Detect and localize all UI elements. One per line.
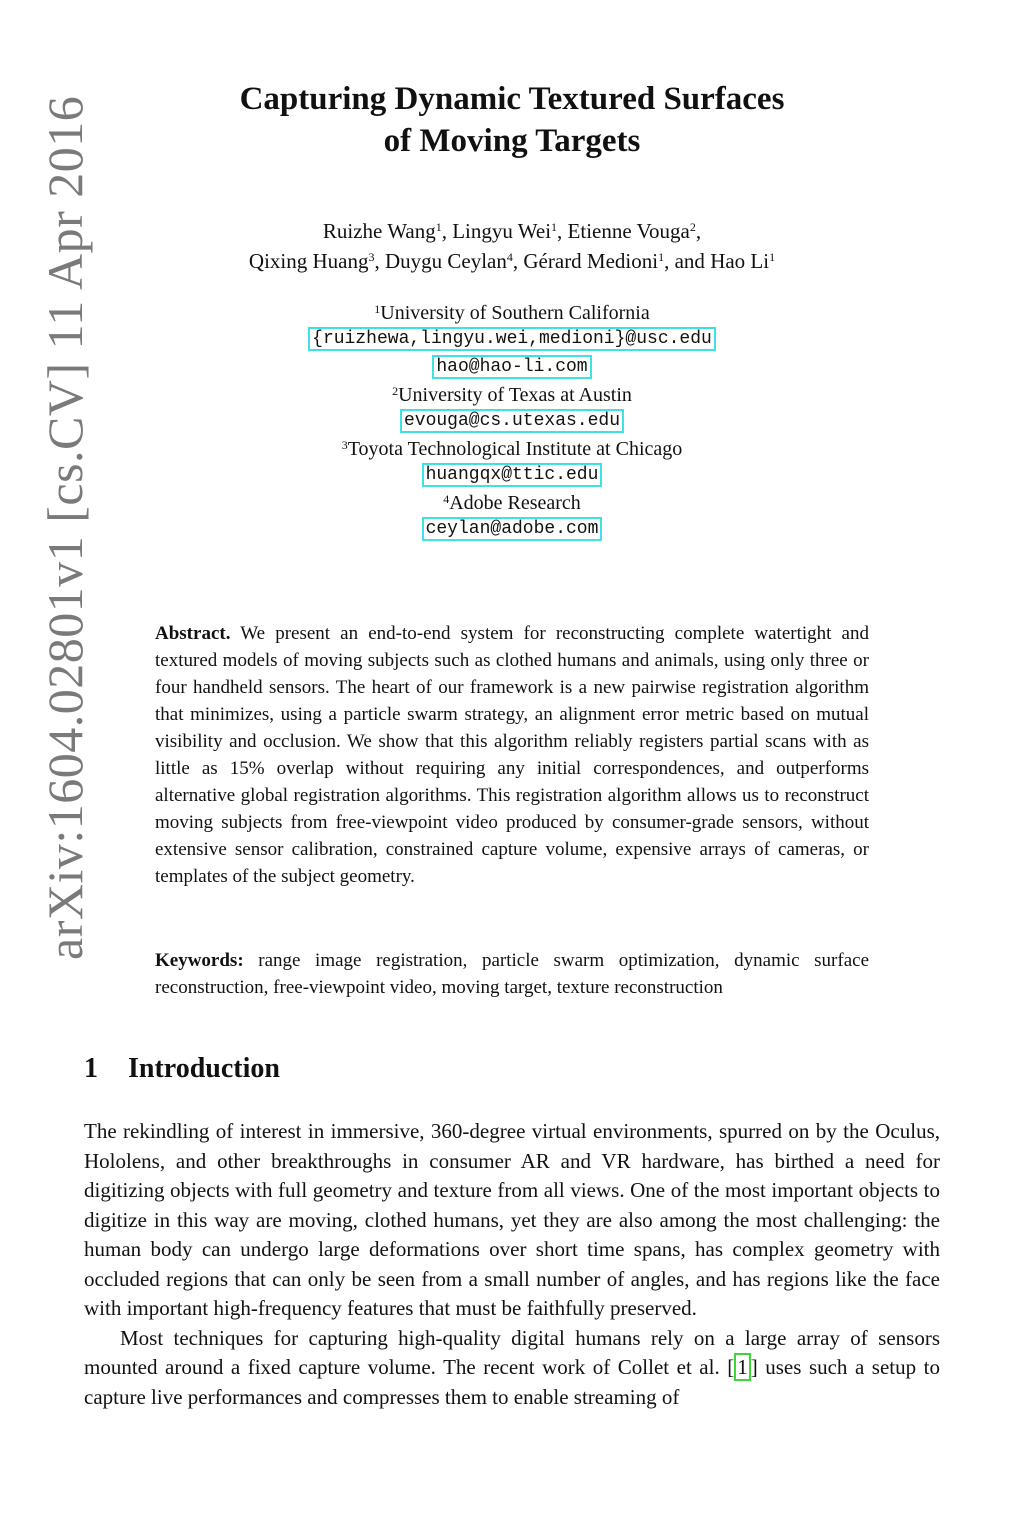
affiliations: [100, 300, 924, 544]
author-sup: 1: [769, 250, 776, 264]
section-heading: [84, 1053, 280, 1085]
author-sup: 1: [435, 220, 442, 234]
title-line-2: of Moving Targets: [383, 123, 641, 159]
affiliation-sup: 2: [392, 384, 399, 398]
abstract-label: Abstract.: [155, 623, 231, 644]
paper-title: [100, 78, 924, 162]
paragraph-text: Most techniques for capturing high-quality digital humans rely on a large array of sensors mounted around a fixed capture volume. The recent work of Collet et al. [: [84, 1325, 940, 1379]
email-link[interactable]: evouga@cs.utexas.edu: [400, 409, 624, 433]
paragraph: The rekindling of interest in immersive, 360-degree virtual environments, spurred on by the Oculus, Hololens, and other breakthroughs in consumer AR and VR hardware, has birthed a need for digitizing objects with full geometry and texture from all views. One of the most important objects to digitize in this way are moving, clothed humans, yet they are also among the most challenging: the human body can undergo large deformations over short time spans, has complex geometry with occluded regions that can only be seen from a small number of angles, and has regions like the face with important high-frequency features that must be faithfully preserved.: [84, 1119, 940, 1320]
author-sup: 3: [368, 250, 375, 264]
affiliation-name: Toyota Technological Institute at Chicago: [347, 438, 683, 460]
author-line-2: Qixing Huang$^3$, Duygu Ceylan$^4$, Gérard Medioni$^1$, and Hao Li$^1$: [248, 249, 776, 273]
paragraph: [84, 1324, 940, 1413]
arxiv-stamp: arXiv:1604.02801v1 [cs.CV] 11 Apr 2016: [37, 95, 93, 960]
author-conjunction: and: [674, 249, 705, 273]
author-list: [100, 216, 924, 276]
affiliation: [100, 490, 924, 516]
keywords-label: Keywords:: [155, 950, 244, 971]
affiliation: [100, 300, 924, 326]
author-line-1: Ruizhe Wang$^1$, Lingyu Wei$^1$, Etienne Vouga$^2$,: [322, 219, 702, 243]
abstract-text: We present an end-to-end system for reconstructing complete watertight and textured models of moving subjects such as clothed humans and animals, using only three or four handheld sensors. The heart of our framework is a new pairwise registration algorithm that minimizes, using a particle swarm strategy, an alignment error metric based on mutual visibility and occlusion. We show that this algorithm reliably registers partial scans with as little as 15% overlap without requiring any initial correspondences, and outperforms alternative global registration algorithms. This registration algorithm allows us to reconstruct moving subjects from free-viewpoint video produced by consumer-grade sensors, without extensive sensor calibration, constrained capture volume, expensive arrays of cameras, or templates of the subject geometry.: [155, 623, 869, 887]
email-link[interactable]: huangqx@ttic.edu: [422, 463, 603, 487]
email-link[interactable]: ceylan@adobe.com: [422, 517, 603, 541]
affiliation-sup: 1: [374, 302, 381, 316]
author-name: Hao Li: [710, 249, 770, 273]
paragraph-text: ] uses such a setup to capture live performances and compresses them to enable streaming of: [84, 1355, 940, 1409]
citation-link[interactable]: 1: [734, 1353, 751, 1381]
affiliation: [100, 436, 924, 462]
email-link[interactable]: hao@hao-li.com: [432, 355, 591, 379]
section-number: 1: [84, 1053, 98, 1084]
author-name: Qixing Huang: [248, 249, 369, 273]
author-sup: 4: [506, 250, 513, 264]
author-sup: 1: [658, 250, 665, 264]
affiliation-name: Adobe Research: [449, 492, 581, 514]
keywords-text: range image registration, particle swarm optimization, dynamic surface reconstruction, free-viewpoint video, moving target, texture reconstruction: [155, 950, 870, 998]
abstract: [155, 620, 869, 890]
author-name: Duygu Ceylan: [384, 249, 507, 273]
affiliation-name: University of Texas at Austin: [398, 384, 632, 406]
author-name: Gérard Medioni: [523, 249, 659, 273]
keywords: [155, 947, 869, 1001]
affiliation-sup: 3: [341, 438, 348, 452]
author-name: Lingyu Wei: [452, 219, 552, 243]
affiliation-name: University of Southern California: [380, 302, 650, 324]
affiliation-sup: 4: [443, 492, 450, 506]
section-title: Introduction: [128, 1053, 280, 1084]
email-link[interactable]: {ruizhewa,lingyu.wei,medioni}@usc.edu: [308, 327, 716, 351]
author-name: Etienne Vouga: [567, 219, 690, 243]
affiliation: [100, 382, 924, 408]
author-name: Ruizhe Wang: [322, 219, 436, 243]
author-sup: 1: [551, 220, 558, 234]
body-text: [84, 1117, 940, 1412]
author-sup: 2: [689, 220, 696, 234]
title-line-1: Capturing Dynamic Textured Surfaces: [239, 81, 785, 117]
